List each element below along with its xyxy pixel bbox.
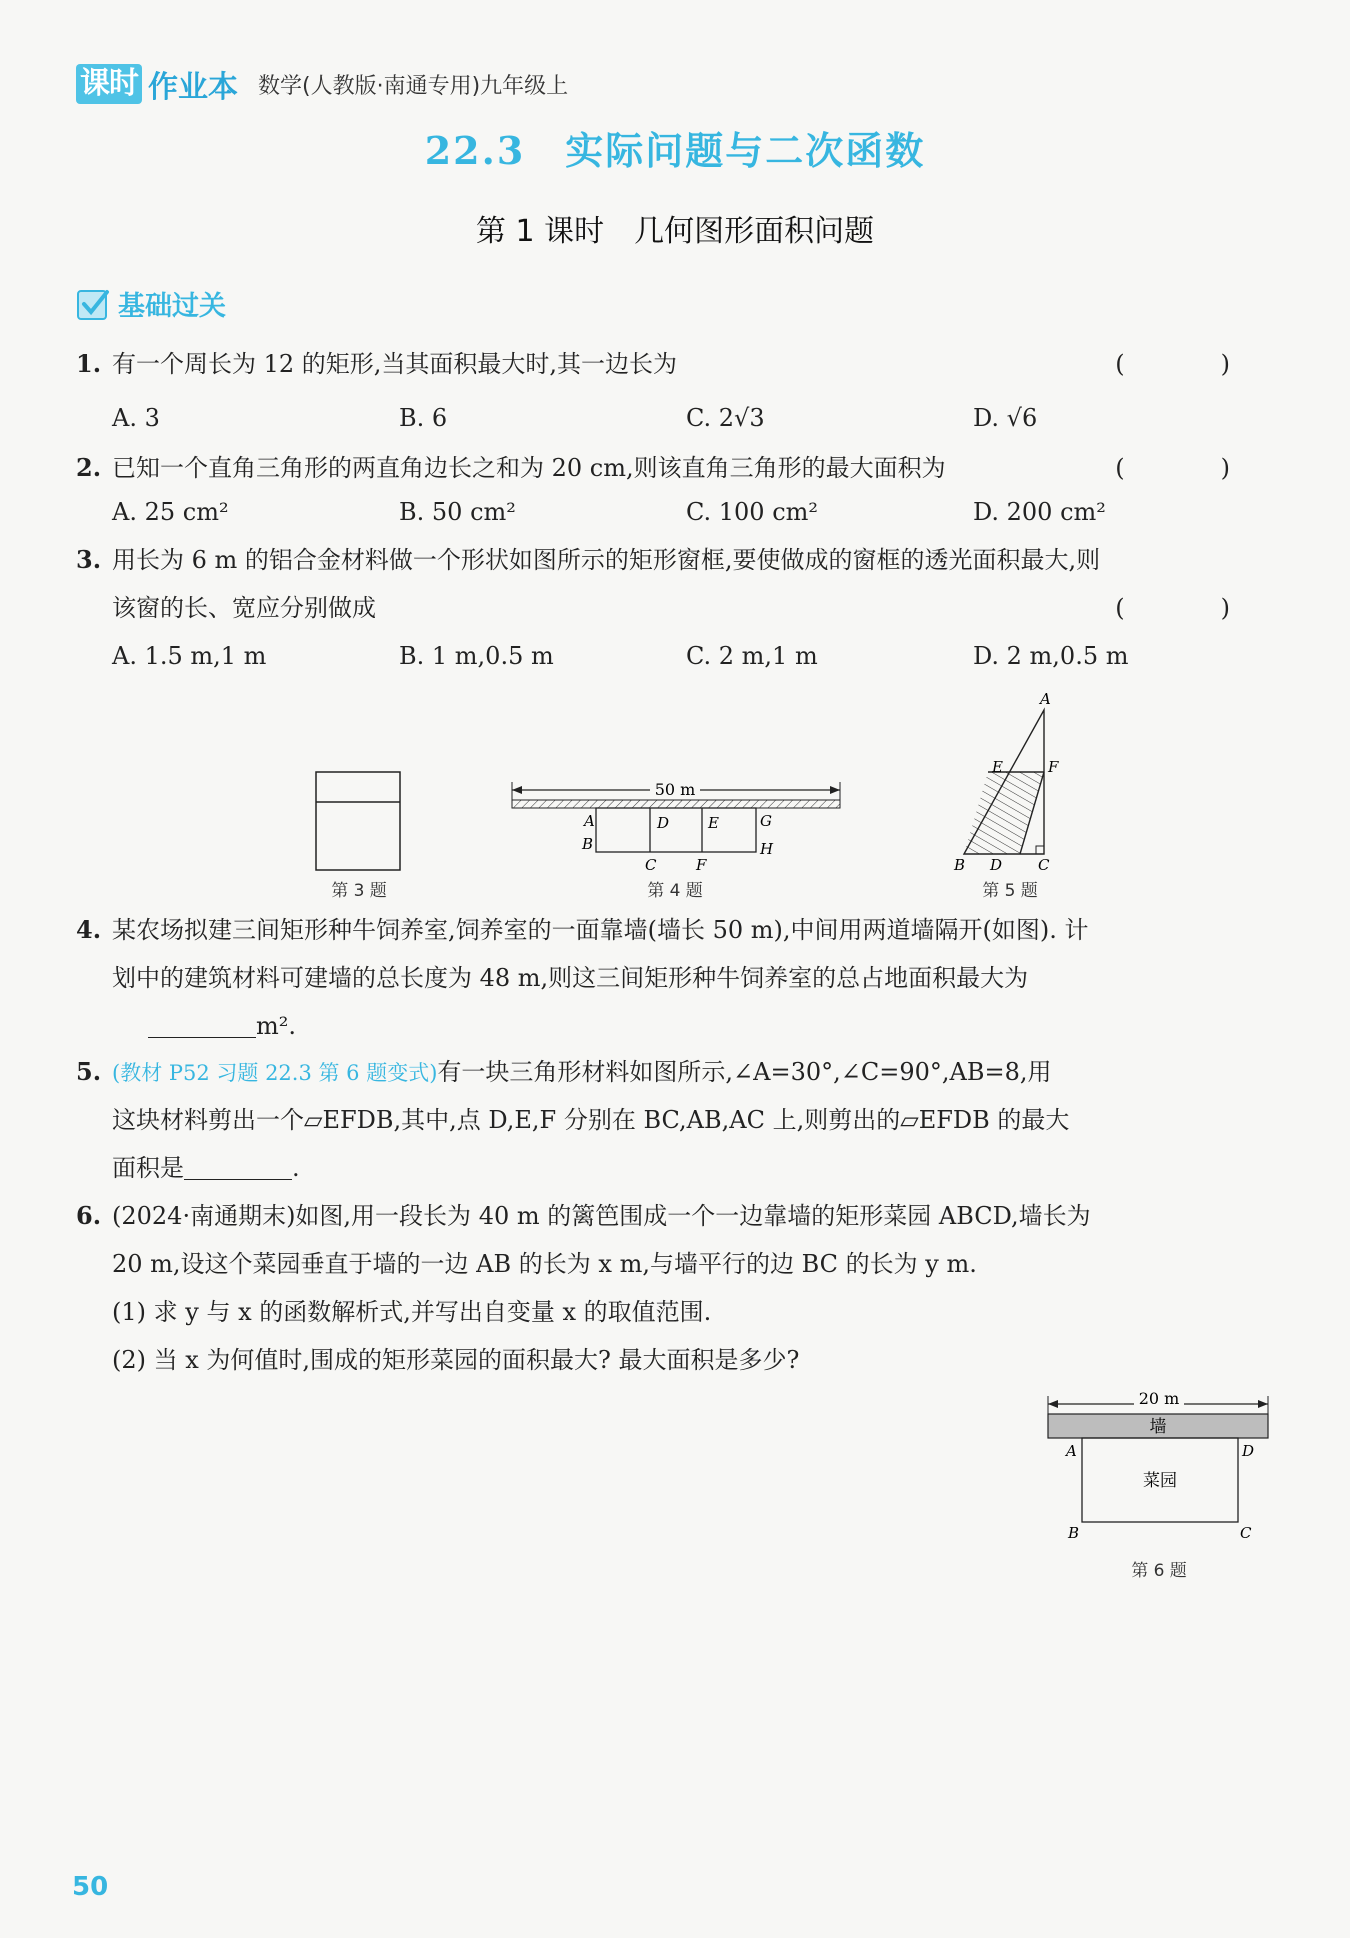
point-a-label: A — [1040, 690, 1051, 708]
answer-parentheses: ( ) — [1115, 594, 1266, 622]
question-5-line-3 — [76, 1144, 1266, 1192]
question-6-part-2 — [76, 1336, 1266, 1384]
question-3 — [76, 536, 1266, 584]
question-number: 6. — [76, 1201, 102, 1230]
question-1-options — [112, 404, 1262, 432]
lesson-title: 第 1 课时 几何图形面积问题 — [475, 214, 875, 249]
question-text-end: . — [292, 1154, 300, 1182]
question-text-line-1: 用长为 6 m 的铝合金材料做一个形状如图所示的矩形窗框,要使做成的窗框的透光面积最大,则 — [112, 546, 1101, 574]
page-number: 50 — [72, 1872, 109, 1902]
option-d: D. 200 cm² — [973, 498, 1106, 526]
point-d-label: D — [1242, 1442, 1255, 1460]
figure-6-caption: 第 6 题 — [1131, 1561, 1187, 1581]
question-text: 已知一个直角三角形的两直角边长之和为 20 cm,则该直角三角形的最大面积为 — [112, 454, 946, 482]
question-number: 3. — [76, 545, 102, 574]
question-5-line-2 — [76, 1096, 1266, 1144]
question-1 — [76, 340, 1266, 388]
figure-4-barns — [500, 770, 850, 880]
figure-3-caption: 第 3 题 — [331, 881, 387, 901]
question-text-line-2: 20 m,设这个菜园垂直于墙的一边 AB 的长为 x m,与墙平行的边 BC 的长为 y m. — [112, 1250, 977, 1278]
question-6-part-1 — [76, 1288, 1266, 1336]
point-e-label: E — [992, 758, 1003, 776]
point-c-label: C — [645, 856, 657, 874]
brand-name: 作业本 — [148, 70, 238, 105]
book-header — [76, 64, 568, 104]
point-b-label: B — [1068, 1524, 1080, 1542]
point-b-label: B — [954, 856, 966, 874]
question-number: 5. — [76, 1057, 102, 1086]
option-d: D. 2 m,0.5 m — [973, 642, 1129, 670]
question-text-line-1: (2024·南通期末)如图,用一段长为 40 m 的篱笆围成一个一边靠墙的矩形菜园 ABCD,墙长为 — [112, 1202, 1091, 1230]
point-a-label: A — [1066, 1442, 1077, 1460]
question-2 — [76, 444, 1266, 492]
point-b-label: B — [582, 835, 594, 853]
figure-5-caption: 第 5 题 — [982, 881, 1038, 901]
answer-blank[interactable] — [184, 1151, 292, 1180]
figure-6-length-label: 20 m — [1138, 1389, 1180, 1408]
wall-label: 墙 — [1149, 1417, 1167, 1437]
sub-question-2: (2) 当 x 为何值时,围成的矩形菜园的面积最大? 最大面积是多少? — [112, 1346, 800, 1374]
question-6 — [76, 1192, 1266, 1240]
question-text-line-3: 面积是 — [112, 1154, 184, 1182]
option-a: A. 25 cm² — [112, 498, 229, 526]
point-a-label: A — [584, 812, 595, 830]
option-a: A. 1.5 m,1 m — [112, 642, 267, 670]
question-text-line-1: 某农场拟建三间矩形种牛饲养室,饲养室的一面靠墙(墙长 50 m),中间用两道墙隔开(如图). 计 — [112, 916, 1089, 944]
basic-section-header — [76, 284, 226, 323]
question-4-line-3 — [76, 1002, 1266, 1050]
option-c: C. 2√3 — [686, 404, 765, 432]
checkbox-icon — [76, 287, 110, 321]
question-4-line-2 — [76, 954, 1266, 1002]
question-2-options — [112, 498, 1262, 526]
question-number: 4. — [76, 915, 102, 944]
point-f-label: F — [696, 856, 707, 874]
point-g-label: G — [760, 812, 772, 830]
question-6-line-2 — [76, 1240, 1266, 1288]
point-c-label: C — [1038, 856, 1050, 874]
option-b: B. 1 m,0.5 m — [399, 642, 554, 670]
book-info: 数学(人教版·南通专用)九年级上 — [258, 73, 569, 99]
question-text-line-1: 有一块三角形材料如图所示,∠A=30°,∠C=90°,AB=8,用 — [437, 1058, 1052, 1086]
question-text-line-2: 这块材料剪出一个▱EFDB,其中,点 D,E,F 分别在 BC,AB,AC 上,则剪出的▱EFDB 的最大 — [112, 1106, 1070, 1134]
question-3-line-2 — [76, 584, 1266, 632]
figure-6-garden — [1040, 1384, 1280, 1546]
question-number: 1. — [76, 349, 102, 378]
figure-5-triangle — [940, 686, 1060, 876]
figure-4-caption: 第 4 题 — [647, 881, 703, 901]
question-number: 2. — [76, 453, 102, 482]
brand-badge: 课时 — [76, 64, 142, 104]
option-a: A. 3 — [112, 404, 160, 432]
question-text-line-2: 该窗的长、宽应分别做成 — [112, 594, 376, 622]
option-c: C. 2 m,1 m — [686, 642, 818, 670]
answer-parentheses: ( ) — [1115, 350, 1266, 378]
point-d-label: D — [990, 856, 1003, 874]
option-d: D. √6 — [973, 404, 1038, 432]
question-text-line-2: 划中的建筑材料可建墙的总长度为 48 m,则这三间矩形种牛饲养室的总占地面积最大为 — [112, 964, 1029, 992]
point-e-label: E — [708, 814, 719, 832]
answer-blank[interactable] — [148, 1009, 256, 1038]
sub-question-1: (1) 求 y 与 x 的函数解析式,并写出自变量 x 的取值范围. — [112, 1298, 712, 1326]
point-f-label: F — [1048, 758, 1059, 776]
question-5 — [76, 1048, 1266, 1097]
basic-section-label: 基础过关 — [118, 291, 226, 322]
option-b: B. 6 — [399, 404, 448, 432]
figure-4-length-label: 50 m — [654, 780, 696, 799]
option-c: C. 100 cm² — [686, 498, 819, 526]
question-4 — [76, 906, 1266, 954]
question-text: 有一个周长为 12 的矩形,当其面积最大时,其一边长为 — [112, 350, 678, 378]
point-c-label: C — [1240, 1524, 1252, 1542]
point-d-label: D — [657, 814, 670, 832]
section-title: 22.3 实际问题与二次函数 — [424, 128, 926, 173]
garden-label: 菜园 — [1143, 1471, 1177, 1491]
question-3-options — [112, 642, 1262, 670]
answer-parentheses: ( ) — [1115, 454, 1266, 482]
answer-unit: m². — [256, 1012, 297, 1040]
option-b: B. 50 cm² — [399, 498, 516, 526]
question-source: (教材 P52 习题 22.3 第 6 题变式) — [112, 1061, 438, 1085]
figure-3-window — [314, 770, 404, 872]
point-h-label: H — [760, 840, 774, 858]
